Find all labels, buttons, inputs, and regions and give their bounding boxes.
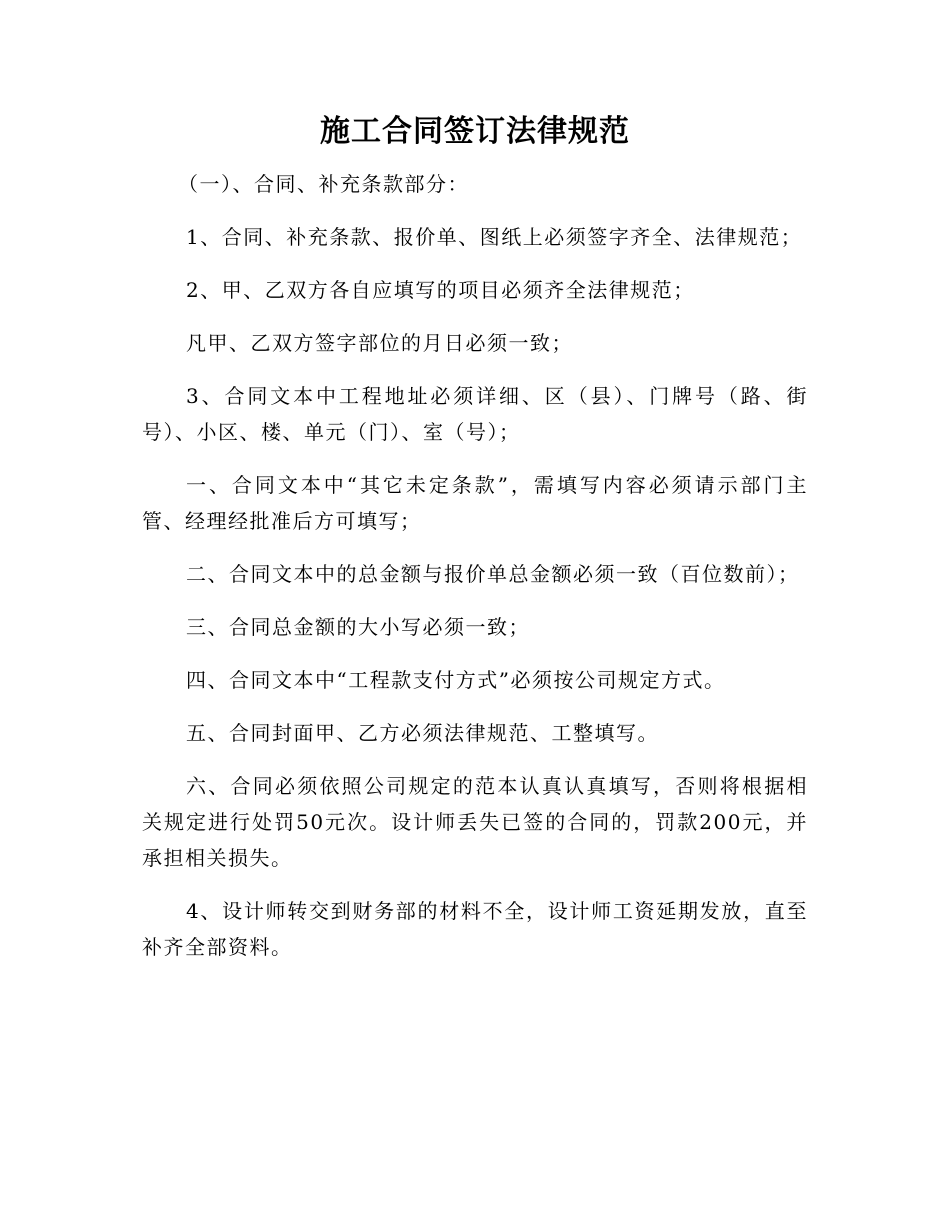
paragraph: 3、合同文本中工程地址必须详细、区（县）、门牌号（路、街号）、小区、楼、单元（门）、室（号）； bbox=[142, 384, 808, 444]
paragraph: 一、合同文本中“其它未定条款”，需填写内容必须请示部门主管、经理经批准后方可填写； bbox=[142, 473, 808, 533]
section-heading: （一）、合同、补充条款部分： bbox=[178, 172, 469, 196]
paragraph: 六、合同必须依照公司规定的范本认真认真填写，否则将根据相关规定进行处罚50元次。设计师丢失已签的合同的，罚款200元，并承担相关损失。 bbox=[142, 774, 808, 870]
paragraph: 四、合同文本中“工程款支付方式”必须按公司规定方式。 bbox=[186, 668, 726, 692]
paragraph: 4、设计师转交到财务部的材料不全，设计师工资延期发放，直至补齐全部资料。 bbox=[142, 899, 808, 959]
document-title: 施工合同签订法律规范 bbox=[320, 114, 630, 149]
paragraph: 二、合同文本中的总金额与报价单总金额必须一致（百位数前）； bbox=[186, 562, 800, 586]
paragraph: 1、合同、补充条款、报价单、图纸上必须签字齐全、法律规范； bbox=[186, 225, 803, 249]
document-body bbox=[142, 166, 808, 982]
paragraph: 2、甲、乙双方各自应填写的项目必须齐全法律规范； bbox=[186, 278, 695, 302]
paragraph: 三、合同总金额的大小写必须一致； bbox=[186, 615, 530, 639]
paragraph: 凡甲、乙双方签字部位的月日必须一致； bbox=[186, 331, 573, 355]
paragraph: 五、合同封面甲、乙方必须法律规范、工整填写。 bbox=[186, 721, 659, 745]
